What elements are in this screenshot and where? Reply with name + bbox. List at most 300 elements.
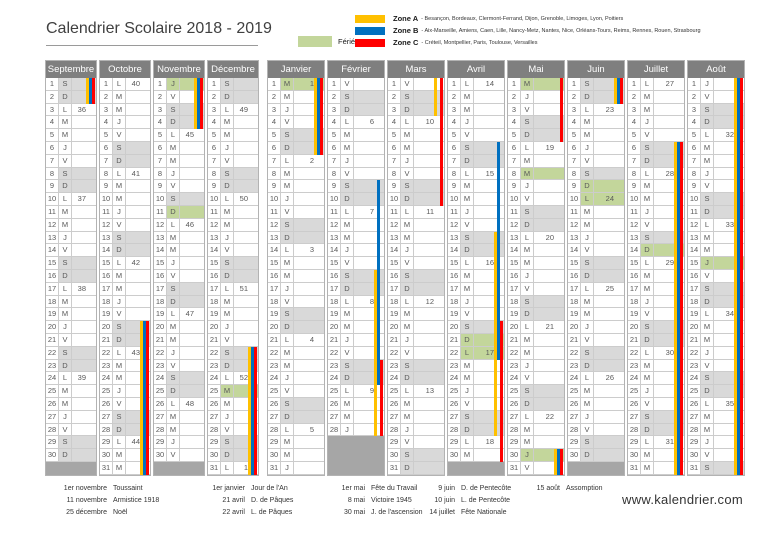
day-row <box>688 244 744 257</box>
day-row <box>328 91 384 104</box>
day-row <box>208 360 258 373</box>
day-number: 24 <box>448 372 461 384</box>
day-row <box>628 116 684 129</box>
day-row <box>328 206 384 219</box>
zone-c-holiday-bar <box>500 347 503 360</box>
day-number: 25 <box>628 385 641 397</box>
day-number: 30 <box>688 449 701 461</box>
day-row <box>688 296 744 309</box>
day-letter: J <box>113 296 126 308</box>
day-row <box>154 449 204 462</box>
day-number: 6 <box>100 142 113 154</box>
day-row <box>688 219 744 232</box>
day-row <box>100 449 150 462</box>
week-number: 22 <box>545 411 554 421</box>
day-letter: M <box>701 411 714 423</box>
day-letter: D <box>59 91 72 103</box>
day-row <box>508 78 564 91</box>
day-row <box>388 180 444 193</box>
week-number: 47 <box>185 309 194 319</box>
website-link[interactable]: www.kalendrier.com <box>622 492 743 507</box>
month-filler <box>448 462 504 475</box>
day-letter: L <box>281 244 294 256</box>
day-cell <box>534 155 564 167</box>
day-cell <box>234 360 258 372</box>
day-cell <box>354 168 384 180</box>
zone-c-holiday-bar <box>254 424 257 437</box>
day-cell <box>294 424 324 436</box>
day-letter: V <box>581 244 594 256</box>
day-number: 3 <box>208 104 221 116</box>
week-number: 1 <box>309 79 314 88</box>
day-letter: V <box>281 385 294 397</box>
day-row <box>46 372 96 385</box>
day-row <box>388 321 444 334</box>
day-letter: J <box>167 78 180 90</box>
day-number: 28 <box>568 424 581 436</box>
day-letter: D <box>341 104 354 116</box>
day-cell <box>294 232 324 244</box>
day-number: 24 <box>508 372 521 384</box>
zone-c-holiday-bar <box>560 116 563 129</box>
day-number: 4 <box>568 116 581 128</box>
day-row <box>628 283 684 296</box>
zone-b-holiday-bar <box>377 296 380 309</box>
day-row <box>568 449 624 462</box>
day-number: 27 <box>46 411 59 423</box>
day-letter: S <box>221 78 234 90</box>
day-letter: J <box>701 436 714 448</box>
day-number: 18 <box>448 296 461 308</box>
zone-c-holiday-bar <box>680 436 683 449</box>
day-letter: D <box>401 104 414 116</box>
day-row <box>46 308 96 321</box>
day-cell <box>414 321 444 333</box>
month-Septembre <box>45 60 97 476</box>
day-row <box>688 142 744 155</box>
day-cell <box>414 398 444 410</box>
day-letter: M <box>581 129 594 141</box>
day-cell <box>414 91 444 103</box>
day-number: 23 <box>100 360 113 372</box>
day-row <box>46 91 96 104</box>
day-letter: L <box>59 283 72 295</box>
day-number: 4 <box>508 116 521 128</box>
day-row <box>628 270 684 283</box>
day-cell <box>654 232 684 244</box>
zone-c-holiday-bar <box>680 257 683 270</box>
day-row <box>268 91 324 104</box>
day-number: 20 <box>628 321 641 333</box>
zone-c-holiday-bar <box>680 283 683 296</box>
day-number: 4 <box>268 116 281 128</box>
zone-c-holiday-bar <box>740 78 743 91</box>
zone-c-holiday-bar <box>560 462 563 475</box>
day-number: 26 <box>268 398 281 410</box>
zone-b-holiday-bar <box>497 168 500 181</box>
day-number: 17 <box>46 283 59 295</box>
day-cell <box>534 219 564 231</box>
day-letter: V <box>581 424 594 436</box>
footer-holidays-col-3 <box>320 483 423 519</box>
ferie-cell <box>714 257 744 269</box>
day-cell <box>654 180 684 192</box>
day-cell <box>654 360 684 372</box>
month-header: Mars <box>388 61 444 78</box>
day-row <box>628 129 684 142</box>
day-cell <box>126 283 150 295</box>
day-row <box>568 129 624 142</box>
day-cell <box>474 104 504 116</box>
day-cell <box>72 193 96 205</box>
week-number: 40 <box>131 79 140 88</box>
day-row <box>268 155 324 168</box>
day-letter: M <box>167 424 180 436</box>
day-cell <box>414 372 444 384</box>
day-row <box>448 270 504 283</box>
day-letter: D <box>461 244 474 256</box>
day-letter: J <box>461 116 474 128</box>
day-row <box>388 116 444 129</box>
day-row <box>268 462 324 475</box>
day-number: 2 <box>448 91 461 103</box>
day-cell <box>72 372 96 384</box>
day-letter: D <box>341 372 354 384</box>
day-number: 9 <box>688 180 701 192</box>
day-letter: M <box>461 449 474 461</box>
day-row <box>568 424 624 437</box>
day-row <box>448 449 504 462</box>
zone-c-holiday-bar <box>740 116 743 129</box>
day-row <box>100 193 150 206</box>
day-row <box>268 411 324 424</box>
zone-c-holiday-bar <box>680 424 683 437</box>
day-row <box>508 219 564 232</box>
day-cell <box>534 91 564 103</box>
day-row <box>628 257 684 270</box>
day-letter: V <box>461 219 474 231</box>
day-letter: V <box>701 270 714 282</box>
day-letter: M <box>641 372 654 384</box>
day-cell <box>126 155 150 167</box>
day-letter: J <box>59 232 72 244</box>
zone-b-holiday-bar <box>497 232 500 245</box>
zone-c-holiday-bar <box>254 372 257 385</box>
day-number: 20 <box>208 321 221 333</box>
day-cell <box>354 360 384 372</box>
day-row <box>100 462 150 475</box>
day-cell <box>654 104 684 116</box>
day-number: 25 <box>208 385 221 397</box>
day-row <box>448 257 504 270</box>
day-letter: M <box>581 296 594 308</box>
day-number: 8 <box>688 168 701 180</box>
day-letter: L <box>341 206 354 218</box>
day-letter: M <box>461 180 474 192</box>
day-row <box>154 232 204 245</box>
day-letter: M <box>281 91 294 103</box>
day-number: 29 <box>448 436 461 448</box>
day-row <box>154 116 204 129</box>
day-number: 6 <box>568 142 581 154</box>
day-number: 5 <box>328 129 341 141</box>
day-cell <box>354 232 384 244</box>
ferie-cell <box>474 334 504 346</box>
day-cell <box>534 257 564 269</box>
month-header: Décembre <box>208 61 258 78</box>
day-cell <box>714 91 744 103</box>
day-row <box>448 347 504 360</box>
day-letter: S <box>461 411 474 423</box>
day-number: 4 <box>688 116 701 128</box>
day-number: 4 <box>208 116 221 128</box>
day-cell <box>714 270 744 282</box>
day-row <box>100 219 150 232</box>
day-number: 22 <box>154 347 167 359</box>
day-number: 28 <box>388 424 401 436</box>
zone-c-holiday-bar <box>740 219 743 232</box>
day-cell <box>234 104 258 116</box>
zone-c-holiday-bar <box>740 104 743 117</box>
day-number: 6 <box>388 142 401 154</box>
zone-c-holiday-bar <box>680 360 683 373</box>
day-cell <box>126 424 150 436</box>
day-number: 22 <box>46 347 59 359</box>
day-letter: V <box>521 104 534 116</box>
day-row <box>568 257 624 270</box>
day-number: 9 <box>568 180 581 192</box>
zone-c-holiday-bar <box>680 155 683 168</box>
week-number: 6 <box>369 117 374 127</box>
day-letter: M <box>221 219 234 231</box>
day-letter: V <box>461 129 474 141</box>
day-letter: M <box>113 360 126 372</box>
day-letter: V <box>221 334 234 346</box>
day-number: 15 <box>208 257 221 269</box>
zone-c-holiday-bar <box>680 321 683 334</box>
day-letter: D <box>341 283 354 295</box>
month-filler <box>46 462 96 475</box>
week-number: 52 <box>239 373 248 383</box>
day-cell <box>594 308 624 320</box>
day-letter: L <box>281 424 294 436</box>
day-letter: L <box>341 385 354 397</box>
day-cell <box>354 411 384 423</box>
day-number: 18 <box>100 296 113 308</box>
day-number: 9 <box>508 180 521 192</box>
day-number: 26 <box>154 398 167 410</box>
zone-b-swatch-icon <box>355 27 385 35</box>
day-cell <box>72 321 96 333</box>
day-letter: S <box>581 168 594 180</box>
day-letter: M <box>59 308 72 320</box>
day-row <box>448 424 504 437</box>
zone-b-holiday-bar <box>377 347 380 360</box>
day-row <box>568 180 624 193</box>
zone-b-holiday-bar <box>497 219 500 232</box>
day-letter: M <box>701 232 714 244</box>
day-number: 18 <box>328 296 341 308</box>
day-letter: S <box>113 232 126 244</box>
day-row <box>628 398 684 411</box>
week-number: 29 <box>665 258 674 268</box>
day-number: 11 <box>100 206 113 218</box>
day-number: 26 <box>208 398 221 410</box>
zone-c-holiday-bar <box>146 385 149 398</box>
day-cell <box>180 193 204 205</box>
day-number: 20 <box>388 321 401 333</box>
day-cell <box>474 78 504 90</box>
day-row <box>688 411 744 424</box>
day-number: 11 <box>154 206 167 218</box>
day-letter: D <box>401 372 414 384</box>
day-letter: V <box>59 334 72 346</box>
day-row <box>688 436 744 449</box>
day-row <box>46 219 96 232</box>
zone-c-holiday-bar <box>146 449 149 462</box>
day-row <box>568 372 624 385</box>
day-row <box>208 321 258 334</box>
zone-c-holiday-bar <box>500 385 503 398</box>
day-letter: M <box>701 244 714 256</box>
day-number: 31 <box>268 462 281 474</box>
day-cell <box>72 424 96 436</box>
week-number: 28 <box>665 168 674 178</box>
day-cell <box>594 142 624 154</box>
day-letter: V <box>167 270 180 282</box>
week-number: 4 <box>309 334 314 344</box>
day-row <box>268 449 324 462</box>
day-letter: V <box>521 283 534 295</box>
day-cell <box>180 411 204 423</box>
day-row <box>688 78 744 91</box>
holiday-date: 1er janvier <box>212 485 245 492</box>
ferie-cell <box>594 193 624 205</box>
day-cell <box>714 232 744 244</box>
zone-c-holiday-bar <box>680 296 683 309</box>
day-row <box>628 411 684 424</box>
zone-c-holiday-bar <box>440 155 443 168</box>
day-row <box>388 283 444 296</box>
day-cell <box>654 168 684 180</box>
day-number: 19 <box>268 308 281 320</box>
day-cell <box>654 155 684 167</box>
day-row <box>628 91 684 104</box>
day-row <box>508 398 564 411</box>
day-letter: M <box>701 334 714 346</box>
zone-c-holiday-bar <box>740 129 743 142</box>
day-number: 13 <box>448 232 461 244</box>
day-row <box>388 360 444 373</box>
day-letter: V <box>113 219 126 231</box>
day-row <box>688 257 744 270</box>
day-cell <box>474 296 504 308</box>
day-number: 6 <box>508 142 521 154</box>
day-number: 10 <box>388 193 401 205</box>
day-number: 7 <box>448 155 461 167</box>
day-row <box>328 193 384 206</box>
zone-c-holiday-bar <box>680 398 683 411</box>
day-letter: S <box>281 398 294 410</box>
day-letter: V <box>521 462 534 474</box>
day-number: 18 <box>568 296 581 308</box>
holiday-date: 22 avril <box>222 509 245 516</box>
day-number: 21 <box>328 334 341 346</box>
day-cell <box>654 270 684 282</box>
day-number: 12 <box>688 219 701 231</box>
day-row <box>688 321 744 334</box>
day-letter: S <box>281 219 294 231</box>
holiday-date: 15 août <box>536 485 560 492</box>
day-number: 22 <box>388 347 401 359</box>
holiday-item <box>320 495 423 507</box>
day-number: 17 <box>508 283 521 295</box>
day-row <box>208 411 258 424</box>
day-number: 12 <box>568 219 581 231</box>
day-letter: M <box>581 206 594 218</box>
day-number: 7 <box>46 155 59 167</box>
legend-ferie <box>298 36 355 47</box>
day-letter: D <box>641 244 654 256</box>
day-letter: M <box>59 116 72 128</box>
ferie-cell <box>294 78 324 90</box>
day-row <box>268 219 324 232</box>
day-number: 30 <box>568 449 581 461</box>
day-letter: M <box>221 129 234 141</box>
zone-c-holiday-bar <box>740 206 743 219</box>
day-row <box>100 411 150 424</box>
day-cell <box>294 129 324 141</box>
day-letter: L <box>641 168 654 180</box>
day-cell <box>594 398 624 410</box>
day-row <box>328 244 384 257</box>
day-row <box>208 334 258 347</box>
day-cell <box>414 232 444 244</box>
holiday-name: Fête du Travail <box>371 485 418 492</box>
day-cell <box>534 424 564 436</box>
day-row <box>154 168 204 181</box>
day-letter: D <box>113 424 126 436</box>
zone-b-holiday-bar <box>377 180 380 193</box>
day-row <box>46 347 96 360</box>
day-row <box>688 104 744 117</box>
day-cell <box>180 424 204 436</box>
legend-zones <box>355 13 701 49</box>
day-row <box>46 168 96 181</box>
day-row <box>388 104 444 117</box>
day-cell <box>534 206 564 218</box>
day-cell <box>294 334 324 346</box>
zone-c-holiday-bar <box>620 91 623 104</box>
day-row <box>100 78 150 91</box>
day-row <box>268 116 324 129</box>
day-row <box>448 142 504 155</box>
month-Février <box>327 60 385 476</box>
zone-a-holiday-bar <box>494 385 497 398</box>
day-number: 26 <box>568 398 581 410</box>
day-cell <box>126 219 150 231</box>
day-row <box>268 372 324 385</box>
day-number: 22 <box>628 347 641 359</box>
zone-c-holiday-bar <box>146 398 149 411</box>
day-number: 5 <box>268 129 281 141</box>
day-row <box>628 180 684 193</box>
week-number: 50 <box>239 194 248 204</box>
day-row <box>208 78 258 91</box>
month-header: Janvier <box>268 61 324 78</box>
day-cell <box>654 424 684 436</box>
day-cell <box>714 347 744 359</box>
